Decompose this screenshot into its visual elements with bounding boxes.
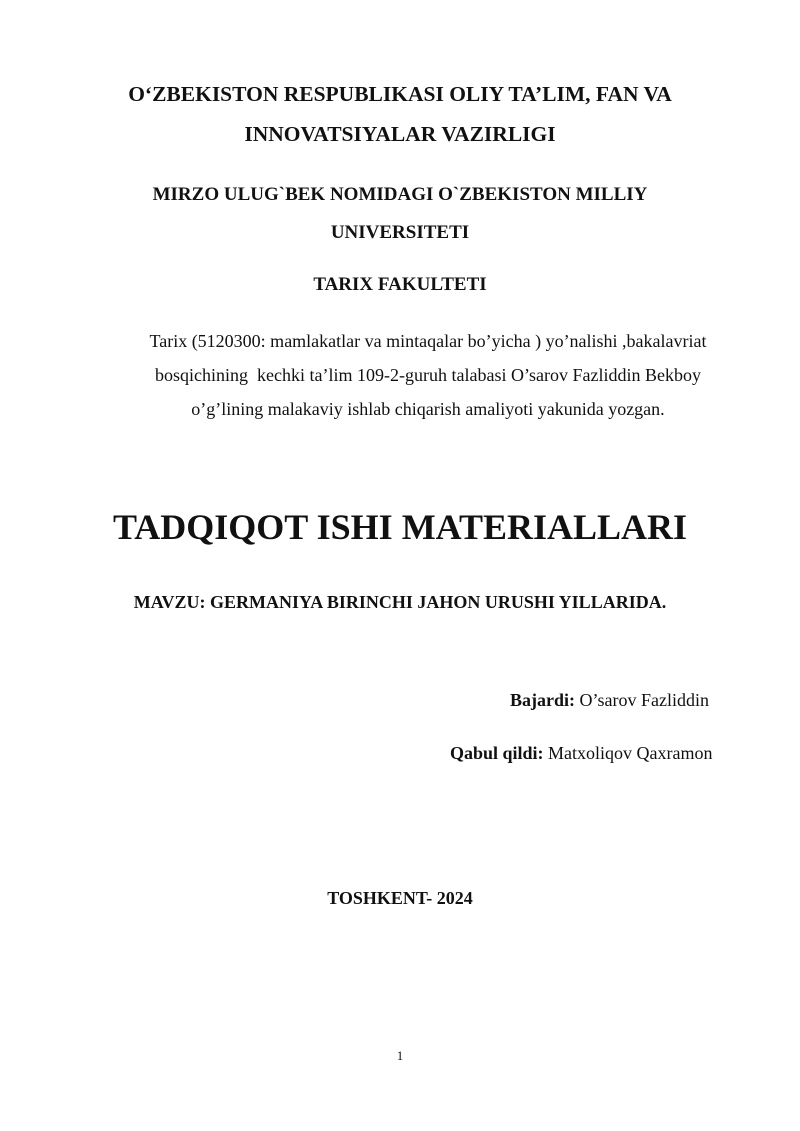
accepted-by-line [450,739,713,767]
faculty-heading: TARIX FAKULTETI [313,274,487,295]
page-number: 1 [396,1048,404,1063]
university-heading [0,176,800,252]
ministry-heading [0,74,800,154]
document-title: TADQIQOT ISHI MATERIALLARI [112,507,688,547]
done-by-label: Bajardi: [510,690,575,710]
accepted-by-value: Matxoliqov Qaxramon [543,743,713,763]
ministry-line-1: O‘ZBEKISTON RESPUBLIKASI OLIY TA’LIM, FAN VA [128,82,672,106]
ministry-line-2: INNOVATSIYALAR VAZIRLIGI [244,122,556,146]
description-line-3: o’g’lining malakaviy ishlab chiqarish amaliyoti yakunida yozgan. [191,399,665,419]
done-by-line [510,686,709,714]
university-line-1: MIRZO ULUG`BEK NOMIDAGI O`ZBEKISTON MILLIY [152,184,648,205]
university-line-2: UNIVERSITETI [330,222,470,243]
city-year: TOSHKENT- 2024 [327,888,473,908]
accepted-by-label: Qabul qildi: [450,743,544,763]
description-line-2: bosqichining kechki ta’lim 109-2-guruh talabasi O’sarov Fazliddin Bekboy [155,365,701,385]
done-by-value: O’sarov Fazliddin [575,690,709,710]
description-paragraph [80,324,776,426]
description-line-1: Tarix (5120300: mamlakatlar va mintaqalar bo’yicha ) yo’nalishi ,bakalavriat [149,331,707,351]
topic-line: MAVZU: GERMANIYA BIRINCHI JAHON URUSHI YILLARIDA. [133,592,667,612]
